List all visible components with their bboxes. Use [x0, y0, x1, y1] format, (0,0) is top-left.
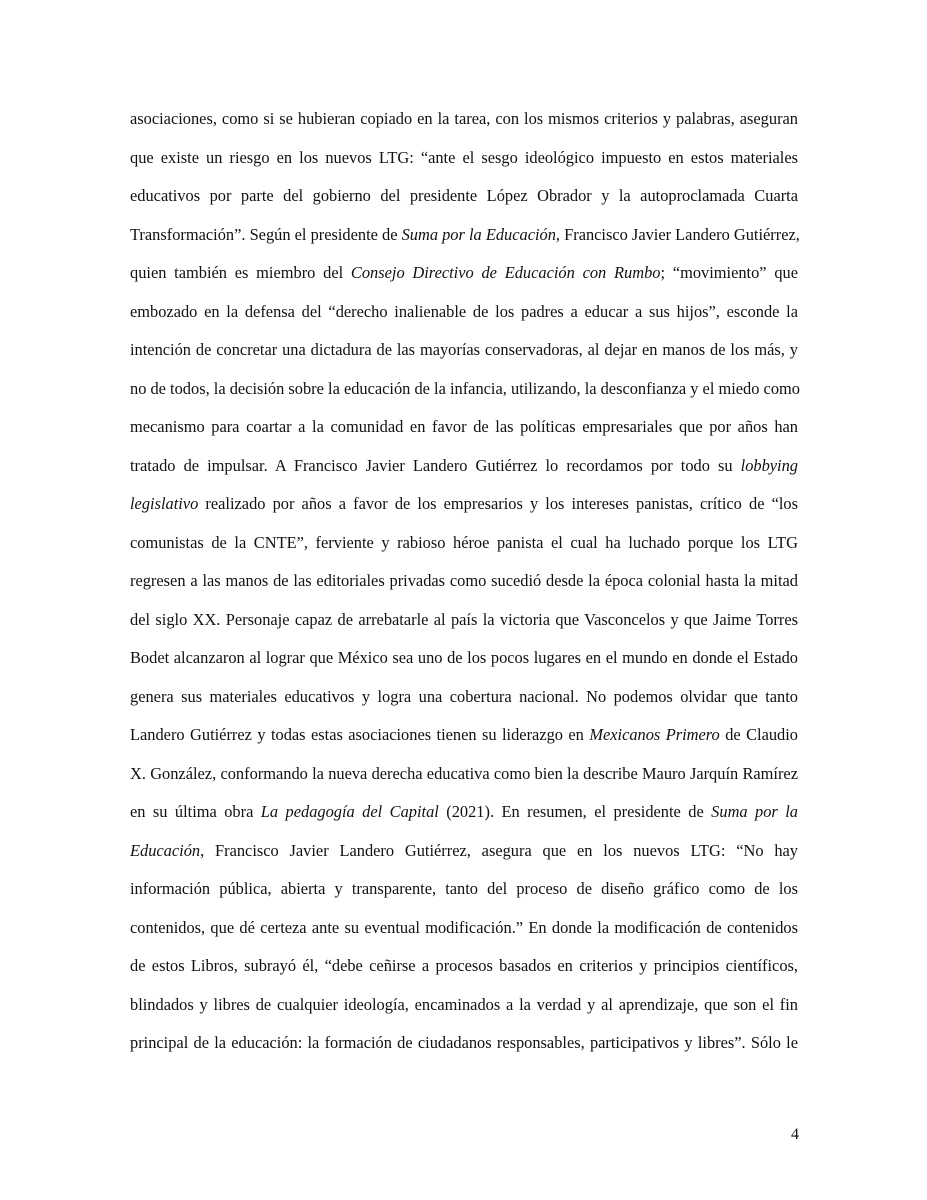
text-line — [130, 678, 798, 717]
italic-text-segment: legislativo — [130, 494, 199, 513]
text-segment: educativos por parte del gobierno del presidente López Obrador y la autoproclamada Cuarta — [130, 186, 798, 205]
italic-text-segment: La pedagogía del Capital — [260, 802, 439, 821]
text-segment: realizado por años a favor de los empresarios y los intereses panistas, crítico de “los — [198, 494, 798, 513]
text-line — [130, 947, 798, 986]
text-line — [130, 716, 798, 755]
text-segment: regresen a las manos de las editoriales privadas como sucedió desde la época colonial hasta la mitad — [130, 571, 798, 590]
text-segment: que existe un riesgo en los nuevos LTG: “ante el sesgo ideológico impuesto en estos materiales — [130, 147, 798, 167]
text-segment: del siglo XX. Personaje capaz de arrebatarle al país la victoria que Vasconcelos y que Jaime Torres — [130, 609, 798, 629]
text-segment: de Claudio — [719, 725, 798, 744]
text-line — [130, 1024, 798, 1063]
text-segment: de estos Libros, subrayó él, “debe ceñirse a procesos basados en criterios y principios científicos, — [130, 956, 798, 975]
text-line — [130, 485, 798, 524]
italic-text-segment: Mexicanos Primero — [589, 725, 720, 744]
text-line — [130, 755, 798, 794]
text-line — [130, 254, 798, 293]
text-segment: genera sus materiales educativos y logra una cobertura nacional. No podemos olvidar que tanto — [130, 686, 798, 706]
italic-text-segment: Consejo Directivo de Educación con Rumbo — [350, 263, 661, 282]
text-line — [130, 832, 798, 871]
text-segment: mecanismo para coartar a la comunidad en favor de las políticas empresariales que por años han — [130, 417, 798, 436]
text-segment: en su última obra — [130, 802, 261, 821]
italic-text-segment: Suma por la Educación — [401, 224, 556, 244]
text-segment: contenidos, que dé certeza ante su eventual modificación.” En donde la modificación de contenidos — [130, 917, 798, 937]
text-line — [130, 447, 798, 486]
text-segment: principal de la educación: la formación de ciudadanos responsables, participativos y libres”. Sólo le — [130, 1033, 798, 1052]
text-line — [130, 986, 798, 1025]
text-segment: información pública, abierta y transparente, tanto del proceso de diseño gráfico como de los — [130, 879, 798, 898]
text-segment: , Francisco Javier Landero Gutiérrez, asegura que en los nuevos LTG: “No hay — [200, 840, 798, 860]
text-line — [130, 408, 798, 447]
text-segment: intención de concretar una dictadura de las mayorías conservadoras, al dejar en manos de los más, y — [130, 340, 798, 359]
text-line — [130, 370, 798, 409]
text-line — [130, 562, 798, 601]
body-paragraph — [130, 100, 798, 1063]
text-line — [130, 331, 798, 370]
text-segment: no de todos, la decisión sobre la educación de la infancia, utilizando, la desconfianza y el miedo como — [130, 378, 800, 398]
text-line — [130, 601, 798, 640]
text-segment: comunistas de la CNTE”, ferviente y rabioso héroe panista el cual ha luchado porque los LTG — [130, 532, 798, 552]
text-line — [130, 870, 798, 909]
text-segment: asociaciones, como si se hubieran copiado en la tarea, con los mismos criterios y palabras, aseguran — [130, 109, 798, 128]
italic-text-segment: Suma por la — [711, 802, 798, 821]
text-line — [130, 293, 798, 332]
text-line — [130, 909, 798, 948]
text-line — [130, 100, 798, 139]
text-line — [130, 139, 798, 178]
text-segment: , Francisco Javier Landero Gutiérrez, — [555, 224, 800, 244]
text-segment: quien también es miembro del — [130, 263, 351, 282]
text-segment: (2021). En resumen, el presidente de — [438, 802, 712, 821]
text-line — [130, 793, 798, 832]
text-segment: Landero Gutiérrez y todas estas asociaciones tienen su liderazgo en — [130, 725, 590, 744]
text-segment: ; “movimiento” que — [660, 263, 798, 282]
text-segment: X. González, conformando la nueva derecha educativa como bien la describe Mauro Jarquín Ramírez — [130, 763, 798, 783]
italic-text-segment: lobbying — [740, 455, 798, 475]
text-segment: Bodet alcanzaron al lograr que México sea uno de los pocos lugares en el mundo en donde el Estado — [130, 648, 798, 667]
text-segment: embozado en la defensa del “derecho inalienable de los padres a educar a sus hijos”, esconde la — [130, 301, 798, 321]
text-line — [130, 216, 798, 255]
text-segment: blindados y libres de cualquier ideología, encaminados a la verdad y al aprendizaje, que son el fin — [130, 994, 798, 1014]
text-segment: tratado de impulsar. A Francisco Javier Landero Gutiérrez lo recordamos por todo su — [130, 455, 741, 475]
text-segment: Transformación”. Según el presidente de — [130, 224, 402, 244]
italic-text-segment: Educación — [130, 840, 201, 860]
text-line — [130, 177, 798, 216]
text-line — [130, 639, 798, 678]
page-number: 4 — [791, 1126, 799, 1143]
text-line — [130, 524, 798, 563]
